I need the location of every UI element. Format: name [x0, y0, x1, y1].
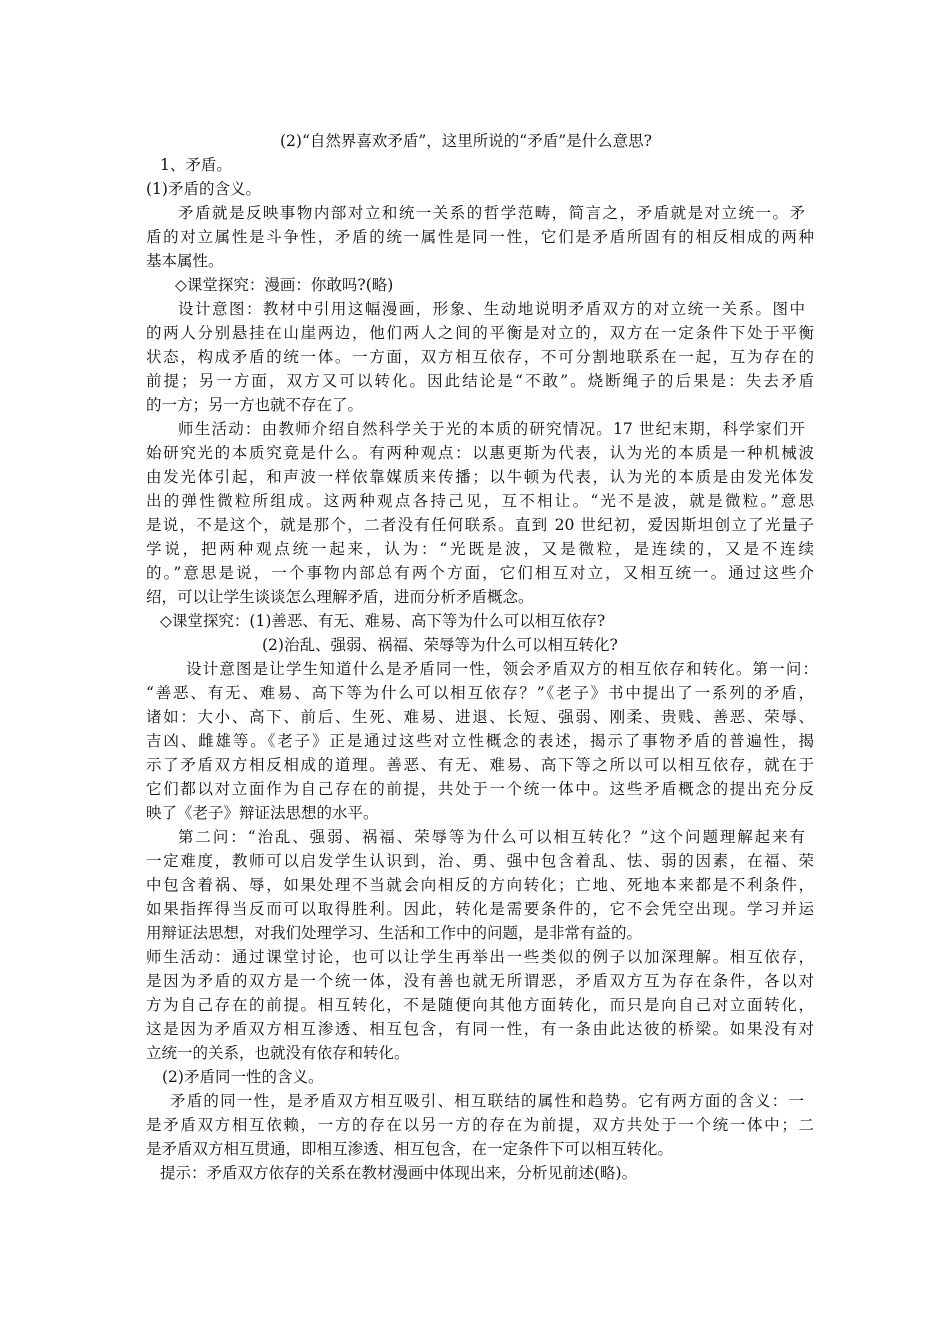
paragraph-line: 吉凶、雌雄等。《老子》正是通过这些对立性概念的表述，揭示了事物矛盾的普遍性，揭	[146, 732, 814, 750]
paragraph-line: 是因为矛盾的双方是一个统一体，没有善也就无所谓恶，矛盾双方互为存在条件，各以对	[146, 972, 814, 990]
class-inquiry-cartoon: ◇课堂探究：漫画：你敢吗?(略)	[175, 276, 394, 294]
class-inquiry-questions: ◇课堂探究：(1)善恶、有无、难易、高下等为什么可以相互依存?	[160, 612, 606, 630]
section-heading-contradiction: 1、矛盾。	[160, 156, 232, 174]
paragraph-line: 示了矛盾双方相反相成的道理。善恶、有无、难易、高下等之所以可以相互依存，就在于	[146, 756, 814, 774]
hint-line: 提示：矛盾双方依存的关系在教材漫画中体现出来，分析见前述(略)。	[160, 1164, 638, 1182]
paragraph-line: 立统一的关系，也就没有依存和转化。	[146, 1044, 410, 1062]
paragraph-line: 由发光体引起，和声波一样依靠媒质来传播；以牛顿为代表，认为光的本质是由发光体发	[146, 468, 814, 486]
paragraph-line: 用辩证法思想，对我们处理学习、生活和工作中的问题，是非常有益的。	[146, 924, 643, 942]
paragraph-line: 矛盾就是反映事物内部对立和统一关系的哲学范畴，简言之，矛盾就是对立统一。矛	[178, 204, 805, 222]
question-heading: (2)“自然界喜欢矛盾”，这里所说的“矛盾”是什么意思?	[280, 132, 652, 150]
paragraph-line: 盾的对立属性是斗争性，矛盾的统一属性是同一性，它们是矛盾所固有的相反相成的两种	[146, 228, 814, 246]
paragraph-line: 设计意图是让学生知道什么是矛盾同一性，领会矛盾双方的相互依存和转化。第一问：	[186, 660, 818, 678]
paragraph-line: 的一方；另一方也就不存在了。	[146, 396, 364, 414]
paragraph-line: 中包含着祸、辱，如果处理不当就会向相反的方向转化；亡地、死地本来都是不利条件，	[146, 876, 814, 894]
class-inquiry-question-2: (2)治乱、强弱、祸福、荣辱等为什么可以相互转化?	[262, 636, 618, 654]
paragraph-line: 出的弹性微粒所组成。这两种观点各持己见，互不相让。“光不是波，就是微粒。”意思	[146, 492, 814, 510]
paragraph-line: 基本属性。	[146, 252, 224, 270]
subheading-meaning: (1)矛盾的含义。	[146, 180, 261, 198]
paragraph-line: 诸如：大小、高下、前后、生死、难易、进退、长短、强弱、刚柔、贵贱、善恶、荣辱、	[146, 708, 814, 726]
paragraph-line: 一定难度，教师可以启发学生认识到，治、勇、强中包含着乱、怯、弱的因素，在福、荣	[146, 852, 814, 870]
paragraph-line: 的两人分别悬挂在山崖两边，他们两人之间的平衡是对立的，双方在一定条件下处于平衡	[146, 324, 814, 342]
paragraph-line: 设计意图：教材中引用这幅漫画，形象、生动地说明矛盾双方的对立统一关系。图中	[178, 300, 805, 318]
paragraph-line: 始研究光的本质究竟是什么。有两种观点：以惠更斯为代表，认为光的本质是一种机械波	[146, 444, 814, 462]
paragraph-line: 如果指挥得当反而可以取得胜利。因此，转化是需要条件的，它不会凭空出现。学习并运	[146, 900, 814, 918]
paragraph-line: 的。”意思是说，一个事物内部总有两个方面，它们相互对立，又相互统一。通过这些介	[146, 564, 814, 582]
paragraph-line: 第二问：“治乱、强弱、祸福、荣辱等为什么可以相互转化？”这个问题理解起来有	[178, 828, 805, 846]
paragraph-line: 学说，把两种观点统一起来，认为：“光既是波，又是微粒，是连续的，又是不连续	[146, 540, 814, 558]
paragraph-line: 前提；另一方面，双方又可以转化。因此结论是“不敢”。烧断绳子的后果是：失去矛盾	[146, 372, 814, 390]
paragraph-line: 是说，不是这个，就是那个，二者没有任何联系。直到 20 世纪初，爱因斯坦创立了光量子	[146, 516, 814, 534]
paragraph-line: “善恶、有无、难易、高下等为什么可以相互依存？”《老子》书中提出了一系列的矛盾，	[146, 684, 814, 702]
paragraph-line: 师生活动：通过课堂讨论，也可以让学生再举出一些类似的例子以加深理解。相互依存，	[146, 948, 814, 966]
paragraph-line: 这是因为矛盾双方相互渗透、相互包含，有同一性，有一条由此达彼的桥梁。如果没有对	[146, 1020, 814, 1038]
paragraph-line: 映了《老子》辩证法思想的水平。	[146, 804, 379, 822]
paragraph-line: 是矛盾双方相互贯通，即相互渗透、相互包含，在一定条件下可以相互转化。	[146, 1140, 674, 1158]
paragraph-line: 方为自己存在的前提。相互转化，不是随便向其他方面转化，而只是向自己对立面转化，	[146, 996, 814, 1014]
subheading-identity: (2)矛盾同一性的含义。	[162, 1068, 324, 1086]
paragraph-line: 状态，构成矛盾的统一体。一方面，双方相互依存，不可分割地联系在一起，互为存在的	[146, 348, 814, 366]
paragraph-line: 师生活动：由教师介绍自然科学关于光的本质的研究情况。17 世纪末期，科学家们开	[178, 420, 805, 438]
paragraph-line: 是矛盾双方相互依赖，一方的存在以另一方的存在为前提，双方共处于一个统一体中；二	[146, 1116, 814, 1134]
paragraph-line: 矛盾的同一性，是矛盾双方相互吸引、相互联结的属性和趋势。它有两方面的含义：一	[170, 1092, 804, 1110]
paragraph-line: 绍，可以让学生谈谈怎么理解矛盾，进而分析矛盾概念。	[146, 588, 534, 606]
paragraph-line: 它们都以对立面作为自己存在的前提，共处于一个统一体中。这些矛盾概念的提出充分反	[146, 780, 814, 798]
